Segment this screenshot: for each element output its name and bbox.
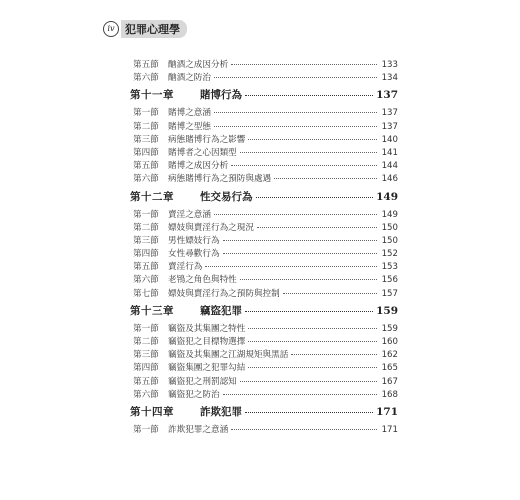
page-number: 150 [381, 235, 398, 246]
page-number: 149 [376, 190, 398, 203]
section-number: 第三節 [133, 134, 159, 145]
toc-chapter-row [130, 300, 398, 322]
table-of-contents [130, 58, 398, 436]
chapter-title: 竊盜犯罪 [200, 304, 242, 317]
toc-section-row [133, 208, 398, 221]
toc-section-row [133, 423, 398, 436]
section-title: 竊盜及其集團之江湖規矩與黑話 [168, 350, 289, 361]
chapter-title: 詐欺犯罪 [200, 405, 242, 418]
section-title: 老鴇之角色與特性 [168, 275, 237, 286]
page-number: 168 [381, 389, 398, 400]
section-number: 第二節 [133, 337, 159, 347]
page-number: 137 [381, 121, 398, 132]
section-number: 第四節 [133, 147, 159, 158]
page-number: 171 [376, 405, 398, 418]
section-number: 第一節 [133, 424, 159, 435]
toc-section-row [133, 106, 398, 119]
page-number: 156 [381, 275, 398, 286]
section-title: 女性尋歡行為 [168, 249, 220, 260]
section-title: 竊盜犯之刑罰認知 [168, 376, 237, 387]
page-number: 171 [381, 424, 398, 435]
dot-leader [274, 178, 377, 179]
page-number: 160 [381, 337, 398, 347]
section-number: 第六節 [133, 73, 159, 84]
section-number: 第二節 [133, 222, 159, 233]
dot-leader [214, 77, 377, 78]
section-title: 酗酒之成因分析 [168, 60, 229, 70]
section-title: 嫖妓與賣淫行為之現況 [168, 222, 254, 233]
section-title: 賭博者之心因類型 [168, 147, 237, 158]
section-title: 詐欺犯罪之意涵 [168, 424, 229, 435]
toc-section-row [133, 260, 398, 273]
dot-leader [214, 112, 377, 113]
dot-leader [231, 165, 377, 166]
section-title: 賭博之意涵 [168, 108, 211, 119]
toc-section-row [133, 273, 398, 286]
toc-chapter-row [130, 84, 398, 106]
section-title: 病態賭博行為之影響 [168, 134, 246, 145]
page-number: 159 [376, 304, 398, 317]
toc-section-row [133, 159, 398, 172]
dot-leader [256, 197, 374, 198]
toc-section-row [133, 322, 398, 335]
chapter-title: 性交易行為 [200, 190, 253, 203]
toc-section-row [133, 120, 398, 133]
chapter-number: 第十二章 [130, 190, 174, 203]
dot-leader [245, 412, 373, 413]
section-number: 第四節 [133, 249, 159, 260]
dot-leader [240, 152, 377, 153]
dot-leader [231, 429, 377, 430]
page-number: 157 [381, 288, 398, 299]
page-number: 146 [381, 174, 398, 185]
toc-chapter-row [130, 401, 398, 423]
section-title: 男性嫖妓行為 [168, 235, 220, 246]
dot-leader [283, 293, 377, 294]
section-title: 賭博之型態 [168, 121, 211, 132]
section-number: 第六節 [133, 174, 159, 185]
dot-leader [214, 126, 377, 127]
dot-leader [223, 253, 377, 254]
toc-section-row [133, 348, 398, 361]
section-title: 竊盜及其集團之特性 [168, 323, 246, 334]
section-number: 第一節 [133, 209, 159, 220]
folio-number: iv [103, 21, 119, 37]
dot-leader [223, 394, 377, 395]
dot-leader [231, 64, 377, 65]
page-number: 149 [381, 209, 398, 220]
section-title: 賭博之成因分析 [168, 161, 229, 172]
dot-leader [240, 381, 377, 382]
dot-leader [245, 95, 373, 96]
page-number: 137 [376, 89, 398, 102]
dot-leader [245, 311, 373, 312]
section-title: 竊盜集團之犯罪勾結 [168, 363, 246, 374]
page-number: 140 [381, 134, 398, 145]
toc-section-row [133, 287, 398, 300]
section-title: 病態賭博行為之預防與處遇 [168, 174, 272, 185]
section-number: 第五節 [133, 60, 159, 70]
dot-leader [248, 341, 377, 342]
page-number: 150 [381, 222, 398, 233]
page-number: 165 [381, 363, 398, 374]
page-number: 141 [381, 147, 398, 158]
section-number: 第七節 [133, 288, 159, 299]
toc-section-row [133, 388, 398, 401]
book-title: 犯罪心理學 [121, 20, 187, 38]
section-number: 第一節 [133, 323, 159, 334]
section-title: 竊盜犯之防治 [168, 389, 220, 400]
toc-section-row [133, 234, 398, 247]
dot-leader [205, 266, 377, 267]
page-number: 152 [381, 249, 398, 260]
section-number: 第四節 [133, 363, 159, 374]
section-number: 第三節 [133, 350, 159, 361]
toc-section-row [133, 335, 398, 348]
section-number: 第五節 [133, 262, 159, 273]
section-number: 第五節 [133, 376, 159, 387]
dot-leader [240, 279, 377, 280]
page-number: 133 [381, 60, 398, 70]
dot-leader [248, 367, 377, 368]
toc-chapter-row [130, 186, 398, 208]
dot-leader [248, 328, 377, 329]
page-number: 162 [381, 350, 398, 361]
dot-leader [214, 214, 377, 215]
section-number: 第一節 [133, 108, 159, 119]
section-number: 第三節 [133, 235, 159, 246]
section-title: 嫖妓與賣淫行為之預防與控制 [168, 288, 280, 299]
dot-leader [291, 354, 377, 355]
section-number: 第五節 [133, 161, 159, 172]
page-number: 153 [381, 262, 398, 273]
page-number: 144 [381, 161, 398, 172]
dot-leader [223, 240, 377, 241]
dot-leader [248, 139, 377, 140]
page-number: 159 [381, 323, 398, 334]
chapter-number: 第十三章 [130, 304, 174, 317]
page-number: 137 [381, 108, 398, 119]
page-number: 167 [381, 376, 398, 387]
running-header [103, 18, 187, 40]
chapter-title: 賭博行為 [200, 89, 242, 102]
toc-section-row [133, 221, 398, 234]
toc-section-row [133, 71, 398, 84]
toc-section-row [133, 58, 398, 71]
toc-section-row [133, 146, 398, 159]
section-number: 第六節 [133, 389, 159, 400]
section-title: 賣淫行為 [168, 262, 203, 273]
chapter-number: 第十一章 [130, 89, 174, 102]
toc-section-row [133, 133, 398, 146]
toc-section-row [133, 247, 398, 260]
toc-section-row [133, 375, 398, 388]
section-title: 酗酒之防治 [168, 73, 211, 84]
section-number: 第六節 [133, 275, 159, 286]
dot-leader [257, 227, 377, 228]
page-number: 134 [381, 73, 398, 84]
section-title: 竊盜犯之目標物選擇 [168, 337, 246, 347]
section-title: 賣淫之意涵 [168, 209, 211, 220]
toc-section-row [133, 361, 398, 374]
chapter-number: 第十四章 [130, 405, 174, 418]
toc-section-row [133, 172, 398, 185]
section-number: 第二節 [133, 121, 159, 132]
